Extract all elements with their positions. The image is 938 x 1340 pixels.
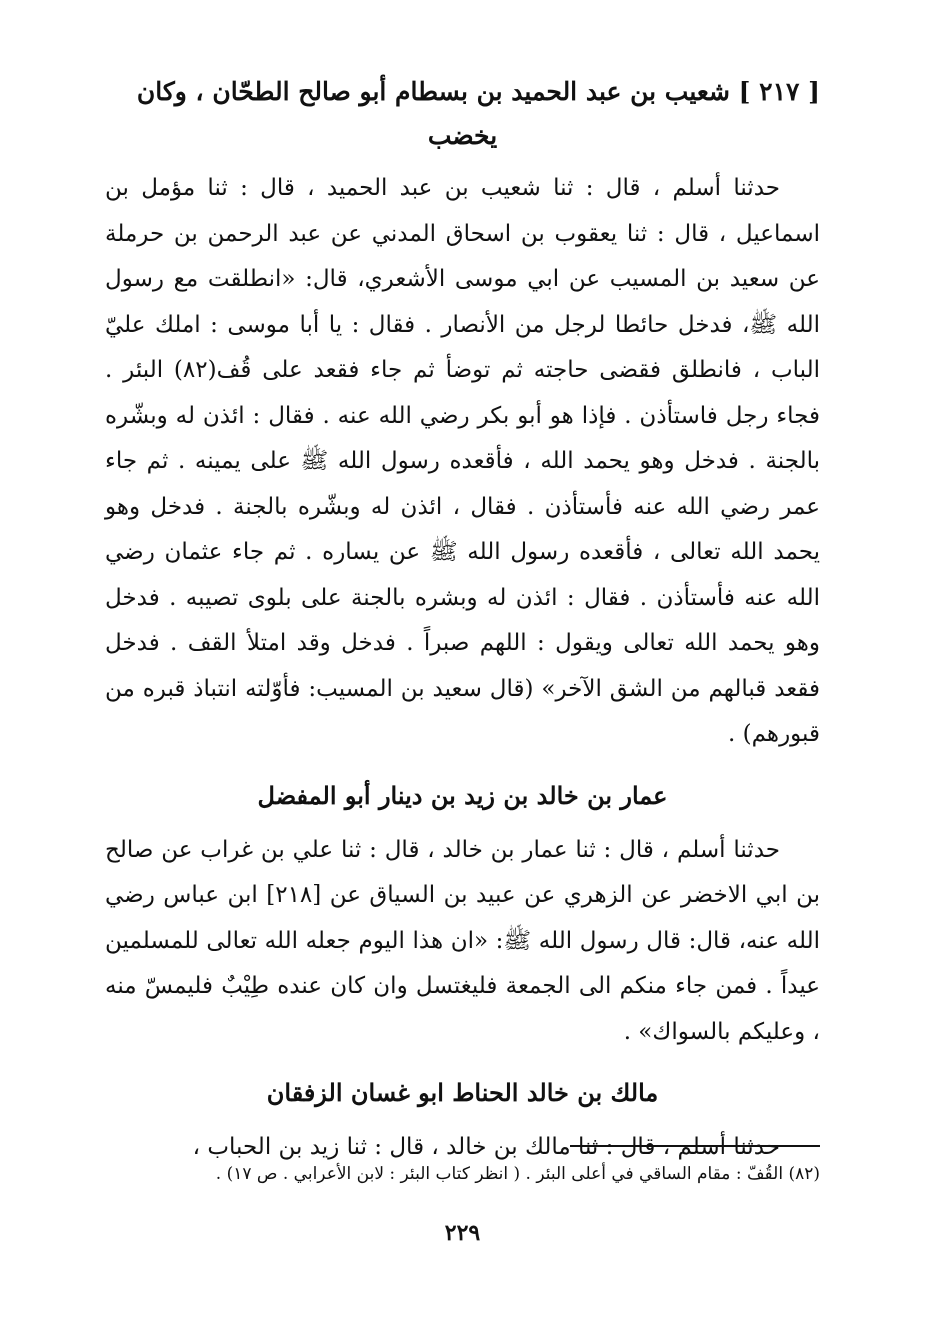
entry-malik-text: حدثنا أسلم ، قال : ثنا مالك بن خالد ، قال : ثنا زيد بن الحباب ، <box>192 1134 780 1160</box>
footnote: (٨٢) القُفّ : مقام الساقي في أعلى البئر . ( انظر كتاب البئر : لابن الأعرابي . ص ١٧) . <box>215 1164 820 1184</box>
page-number: ٢٢٩ <box>444 1220 481 1246</box>
entry-ammar-text: حدثنا أسلم ، قال : ثنا عمار بن خالد ، قال : ثنا علي بن غراب عن صالح بن ابي الاخضر عن الزهري عن عبيد بن السياق عن [٢١٨] ابن عباس رضي الله عنه، قال: قال رسول الله ﷺ: «ان هذا اليوم جعله الله تعالى للمسلمين عيداً . فمن جاء منكم الى الجمعة فليغتسل وان كان عنده طِيْبٌ فليمسّ منه ، وعليكم بالسواك» . <box>105 836 821 1045</box>
entry-217-text: حدثنا أسلم ، قال : ثنا شعيب بن عبد الحميد ، قال : ثنا مؤمل بن اسماعيل ، قال : ثنا يعقوب بن اسحاق المدني عن عبد الرحمن بن حرملة عن سعيد بن المسيب عن ابي موسى الأشعري، قال: «انطلقت مع رسول الله ﷺ، فدخل حائطا لرجل من الأنصار . فقال : يا أبا موسى : املك عليّ الباب ، فانطلق فقضى حاجته ثم توضأ ثم جاء فقعد على قُف(٨٢) البئر . فجاء رجل فاستأذن . فإذا هو أبو بكر رضي الله عنه . فقال : ائذن له وبشّره بالجنة . فدخل وهو يحمد الله ، فأقعده رسول الله ﷺ على يمينه . ثم جاء عمر رضي الله عنه فأستأذن . فقال ، ائذن له وبشّره بالجنة . فدخل وهو يحمد الله تعالى ، فأقعده رسول الله ﷺ عن يساره . ثم جاء عثمان رضي الله عنه فأستأذن . فقال : ائذن له وبشره بالجنة على بلوى تصيبه . فدخل وهو يحمد الله تعالى ويقول : اللهم صبراً . فدخل وقد امتلأ القف . فدخل فقعد قبالهم من الشق الآخر» (قال سعيد بن المسيب: فأوّلته انتباذ قبره من قبورهم) . <box>105 175 820 747</box>
entry-ammar-heading: عمار بن خالد بن زيد بن دينار أبو المفضل <box>257 780 668 810</box>
entry-malik-heading: مالك بن خالد الحناط ابو غسان الزفقان <box>266 1078 659 1107</box>
footnote-divider <box>570 1145 820 1147</box>
entry-217-heading <box>105 70 820 158</box>
book-page <box>105 70 820 1300</box>
entry-217-heading-line1: [ ٢١٧ ] شعيب بن عبد الحميد بن بسطام أبو صالح الطحّان ، وكان <box>136 77 820 106</box>
entry-217-heading-line2: يخضب <box>427 121 498 150</box>
